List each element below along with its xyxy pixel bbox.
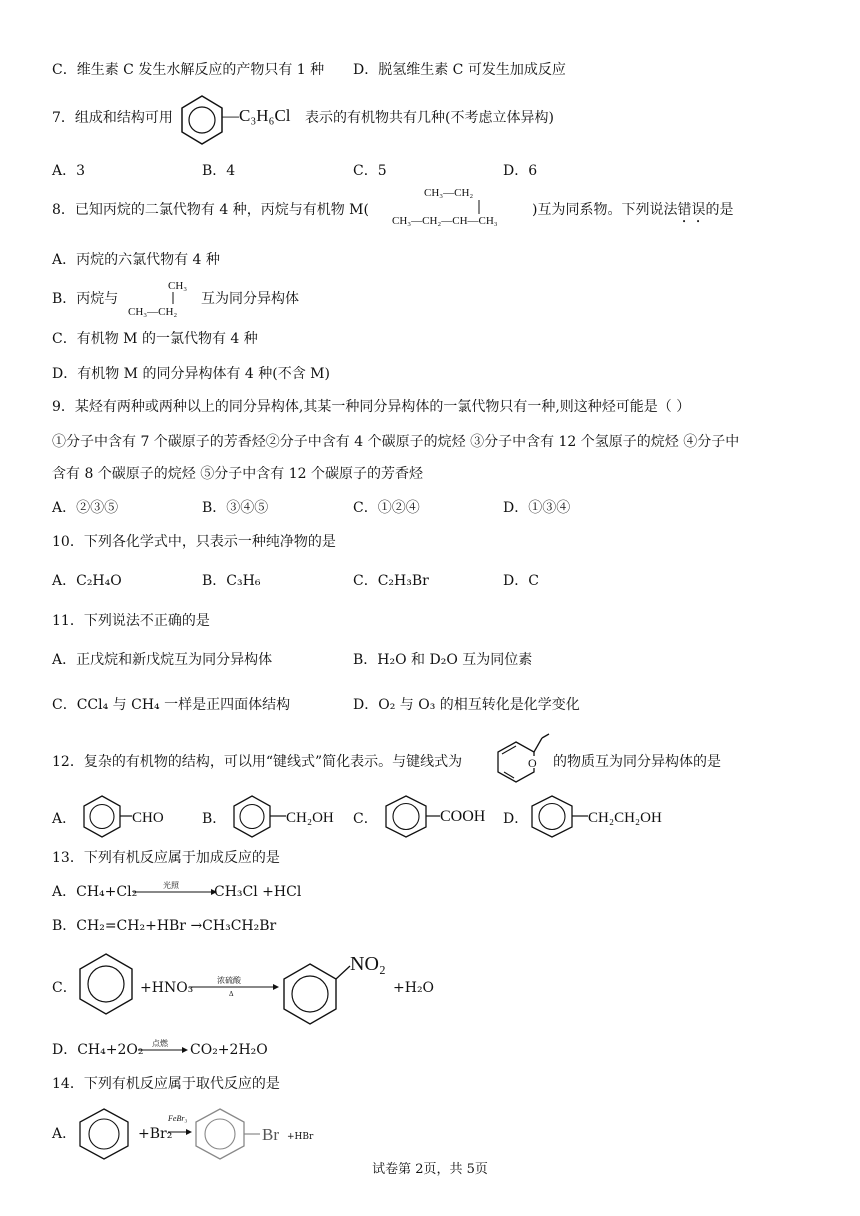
q12-option-b-letter: B． — [202, 811, 227, 827]
q14-option-a-arrow-icon — [168, 1112, 194, 1142]
q13-option-a-left: A．CH₄+Cl₂ — [52, 884, 138, 900]
q8-struct-bottom: CH₃—CH₂—CH—CH₃ — [392, 215, 498, 227]
q8-option-b-bond — [172, 292, 176, 306]
q12-option-d-benzene-icon — [528, 794, 588, 840]
q9-option-b: B．③④⑤ — [202, 500, 269, 516]
q12-option-c-benzene-icon — [380, 794, 440, 840]
q13-option-c-arrow-icon — [189, 974, 279, 998]
q9-line3: 含有 8 个碳原子的烷烃 ⑤分子中含有 12 个碳原子的芳香烃 — [52, 466, 423, 482]
q7-stem-post: 表示的有机物共有几种(不考虑立体异构) — [305, 110, 554, 126]
q9-option-a: A．②③⑤ — [52, 500, 119, 516]
q12-option-b-group: CH₂OH — [286, 810, 334, 826]
q12-stem-pre: 12．复杂的有机物的结构，可以用“键线式”简化表示。与键线式为 — [52, 754, 463, 770]
q13-option-d-condition: 点燃 — [152, 1039, 168, 1048]
q10-option-b: B．C₃H₆ — [202, 573, 261, 589]
q8-option-d: D．有机物 M 的同分异构体有 4 种(不含 M) — [52, 366, 330, 382]
q7-option-b: B．4 — [202, 163, 236, 179]
q10-option-a: A．C₂H₄O — [52, 573, 122, 589]
q12-option-c-group: COOH — [440, 808, 486, 825]
q13-option-d-right: CO₂+2H₂O — [190, 1042, 268, 1058]
q7-option-d: D．6 — [503, 163, 538, 179]
q13-option-c-condition-bottom: Δ — [229, 990, 234, 998]
q6-option-c: C．维生素 C 发生水解反应的产物只有 1 种 — [52, 62, 325, 78]
q8-stem-post-b: 的是 — [705, 202, 734, 218]
q12-option-a-group: CHO — [132, 810, 164, 826]
q12-option-b-benzene-icon — [230, 794, 286, 840]
q13-option-c-reagent: +HNO₃ — [140, 980, 194, 996]
q14-option-a-reagent: +Br₂ — [138, 1126, 173, 1142]
q12-pyran-structure-icon — [494, 730, 550, 786]
q8-stem-emphasis: 错误 — [677, 202, 706, 218]
q12-option-c-letter: C． — [353, 811, 378, 827]
q13-option-c-nitrobenzene-icon — [280, 952, 390, 1024]
q13-option-c-benzene-icon — [76, 952, 136, 1016]
page-footer: 试卷第 2页，共 5页 — [372, 1162, 488, 1177]
q12-ring-atom: O — [528, 756, 537, 770]
q14-option-a-bromobenzene-icon — [192, 1107, 292, 1159]
q9-option-c: C．①②④ — [353, 500, 420, 516]
q13-option-c-letter: C． — [52, 980, 77, 996]
q8-option-b-pre: B．丙烷与 — [52, 291, 119, 307]
q10-option-c: C．C₂H₃Br — [353, 573, 429, 589]
q13-option-b: B．CH₂=CH₂+HBr →CH₃CH₂Br — [52, 918, 277, 934]
q13-option-c-condition-top: 浓硫酸 — [217, 976, 241, 985]
q11-stem: 11．下列说法不正确的是 — [52, 613, 210, 629]
q8-option-a: A．丙烷的六氯代物有 4 种 — [52, 252, 220, 268]
q14-option-a-catalyst: FeBr₃ — [168, 1114, 188, 1123]
q11-option-b: B．H₂O 和 D₂O 互为同位素 — [353, 652, 533, 668]
q10-stem: 10．下列各化学式中，只表示一种纯净物的是 — [52, 534, 336, 550]
q14-option-a-benzene-icon — [76, 1107, 132, 1157]
q10-option-d: D．C — [503, 573, 539, 589]
q12-option-a-benzene-icon — [80, 794, 132, 840]
q14-stem: 14．下列有机反应属于取代反应的是 — [52, 1076, 280, 1092]
q8-stem-post-a: )互为同系物。下列说法 — [532, 202, 678, 218]
q14-option-a-byproduct: +HBr — [287, 1132, 314, 1142]
q8-struct-top: CH₃—CH₂ — [424, 187, 474, 199]
q7-stem-pre: 7．组成和结构可用 — [52, 110, 173, 126]
q12-option-d-group: CH₂CH₂OH — [588, 810, 662, 826]
q13-option-c-group: NO₂ — [350, 953, 386, 975]
q12-option-a-letter: A． — [52, 811, 77, 827]
q8-option-b-post: 互为同分异构体 — [201, 291, 299, 307]
q12-option-d-letter: D． — [503, 811, 529, 827]
q11-option-d: D．O₂ 与 O₃ 的相互转化是化学变化 — [353, 697, 580, 713]
q8-option-b-bottom: CH₃—CH₂ — [128, 306, 178, 318]
q14-option-a-letter: A． — [52, 1126, 77, 1142]
q11-option-c: C．CCl₄ 与 CH₄ 一样是正四面体结构 — [52, 697, 291, 713]
q13-option-c-product: +H₂O — [393, 980, 435, 996]
q8-stem-pre: 8．已知丙烷的二氯代物有 4 种，丙烷与有机物 M( — [52, 202, 369, 218]
q13-option-d-left: D．CH₄+2O₂ — [52, 1042, 144, 1058]
q6-option-d: D．脱氢维生素 C 可发生加成反应 — [353, 62, 566, 78]
q7-option-a: A．3 — [52, 163, 86, 179]
q13-option-a-right: CH₃Cl +HCl — [214, 884, 302, 900]
q7-option-c: C．5 — [353, 163, 387, 179]
q8-option-b-top: CH₃ — [168, 280, 188, 292]
q8-option-c: C．有机物 M 的一氯代物有 4 种 — [52, 331, 258, 347]
q13-stem: 13．下列有机反应属于加成反应的是 — [52, 850, 280, 866]
q13-option-a-arrow-icon — [133, 880, 215, 900]
q9-stem: 9．某烃有两种或两种以上的同分异构体,其某一种同分异构体的一氯代物只有一种,则这种烃可能是（ ） — [52, 399, 691, 415]
q7-substituent: —C₃H₆Cl — [222, 106, 291, 125]
q9-line2: ①分子中含有 7 个碳原子的芳香烃②分子中含有 4 个碳原子的烷烃 ③分子中含有 12 个氢原子的烷烃 ④分子中 — [52, 434, 740, 450]
q14-option-a-group: Br — [262, 1125, 279, 1144]
q13-option-a-condition: 光照 — [163, 881, 179, 890]
q12-stem-post: 的物质互为同分异构体的是 — [553, 754, 721, 770]
q11-option-a: A．正戊烷和新戊烷互为同分异构体 — [52, 652, 273, 668]
q13-option-d-arrow-icon — [138, 1038, 188, 1058]
q9-option-d: D．①③④ — [503, 500, 571, 516]
